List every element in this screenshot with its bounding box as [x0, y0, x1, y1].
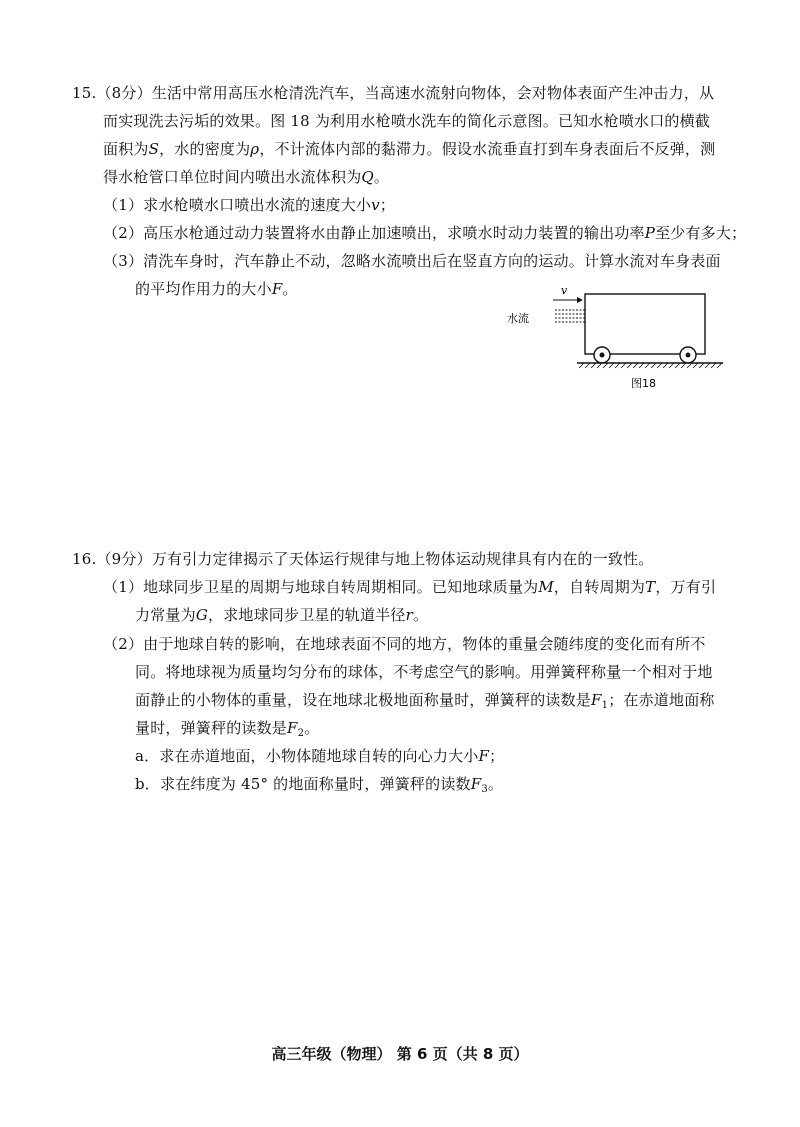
q16-p1-text-c: ，万有引 — [655, 578, 717, 596]
symbol-P: P — [644, 224, 656, 242]
part-text: 求水枪喷水口喷出水流的速度大小 — [143, 196, 372, 214]
q16-p2-text-4: 量时，弹簧秤的读数是 — [135, 719, 288, 737]
q15-text-3c: ，不计流体内部的黏滞力。假设水流垂直打到车身表面后不反弹，测 — [259, 140, 716, 158]
part-label: （1） — [103, 196, 144, 214]
symbol-F2-subscript: 2 — [297, 728, 305, 739]
q16-p2-text-4b: 。 — [304, 719, 320, 737]
q15-text-1: 生活中常用高压水枪清洗汽车，当高速水流射向物体，会对物体表面产生冲击力，从 — [151, 84, 715, 102]
q16-p2-b-end: 。 — [487, 775, 504, 793]
figure-caption: 图18 — [631, 377, 656, 390]
q16-p2-text-2: 同。将地球视为质量均匀分布的球体，不考虑空气的影响。用弹簧秤称量一个相对于地 — [135, 663, 713, 681]
q15-part-2 — [103, 223, 746, 243]
q16-p2-b — [135, 774, 503, 794]
symbol-F1: F — [591, 691, 602, 709]
part-label: （1） — [103, 578, 144, 596]
q16-intro: 万有引力定律揭示了天体运行规律与地上物体运动规律具有内在的一致性。 — [151, 550, 654, 568]
q16-p1-line-2 — [135, 605, 428, 625]
part-end: 。 — [282, 280, 298, 298]
q16-p2-line-2 — [135, 662, 713, 682]
q16-p2-a — [135, 746, 504, 766]
q16-p2-a-end: ； — [489, 747, 505, 765]
q15-text-3b: ，水的密度为 — [159, 140, 251, 158]
q15-line-3 — [103, 139, 715, 159]
arrow-head — [577, 297, 583, 303]
symbol-S: S — [148, 140, 160, 158]
symbol-M: M — [538, 578, 554, 596]
symbol-T: T — [645, 578, 656, 596]
q15-text-2: 而实现洗去污垢的效果。图 18 为利用水枪喷水洗车的简化示意图。已知水枪喷水口的横截 — [103, 112, 711, 130]
q16-p2-line-1 — [103, 634, 706, 654]
q15-part-3-cont — [135, 279, 298, 299]
part-end: ； — [379, 196, 396, 214]
page-footer: 高三年级（物理） 第 6 页（共 8 页） — [271, 1045, 529, 1063]
q16-p2-text-1: 由于地球自转的影响，在地球表面不同的地方，物体的重量会随纬度的变化而有所不 — [143, 635, 706, 653]
q16-p2-b-text: b．求在纬度为 45° 的地面称量时，弹簧秤的读数 — [135, 775, 471, 793]
q16-p1-text-b: ，自转周期为 — [553, 578, 646, 596]
q15-score: （8分） — [96, 84, 152, 102]
q16-p2-line-4 — [135, 718, 319, 738]
q16-p1-text-a: 地球同步卫星的周期与地球自转周期相同。已知地球质量为 — [143, 578, 539, 596]
q15-text-3a: 面积为 — [103, 140, 149, 158]
symbol-F3-subscript: 3 — [481, 784, 488, 795]
symbol-Q: Q — [361, 168, 374, 186]
q15-line-1 — [72, 83, 714, 103]
figure-18-car-diagram — [505, 280, 735, 400]
part-label: （2） — [103, 635, 144, 653]
symbol-F1-subscript: 1 — [601, 700, 609, 711]
ground-hatching — [579, 363, 722, 368]
q15-part-1 — [103, 195, 395, 215]
symbol-r: r — [405, 606, 413, 624]
symbol-F: F — [478, 747, 490, 765]
part-label: （2） — [103, 224, 144, 242]
q16-p1-text-d: 力常量为 — [135, 606, 196, 624]
part-end: 至少有多大； — [655, 224, 747, 242]
q15-line-2 — [103, 111, 710, 131]
part-text: 清洗车身时，汽车静止不动，忽略水流喷出后在竖直方向的运动。计算水流对车身表面 — [143, 252, 721, 270]
symbol-rho: ρ — [250, 140, 260, 158]
q15-text-4a: 得水枪管口单位时间内喷出水流体积为 — [103, 168, 362, 186]
symbol-F2: F — [287, 719, 298, 737]
q15-text-4b: 。 — [373, 168, 390, 186]
symbol-F3: F — [470, 775, 482, 793]
part-label: （3） — [103, 252, 144, 270]
symbol-F: F — [271, 280, 283, 298]
car-body — [585, 294, 705, 354]
symbol-v: v — [371, 196, 380, 214]
q16-p1-text-f: 。 — [412, 606, 429, 624]
q16-p2-line-3 — [135, 690, 715, 710]
water-label: 水流 — [507, 312, 529, 325]
q16-p1-line-1 — [103, 577, 716, 597]
q16-line-1 — [72, 549, 653, 569]
q16-p2-text-3b: ；在赤道地面称 — [608, 691, 715, 709]
part-text: 的平均作用力的大小 — [135, 280, 272, 298]
q15-number: 15. — [72, 84, 97, 102]
q16-number: 16. — [72, 550, 97, 568]
q16-score: （9分） — [96, 550, 152, 568]
q15-part-3 — [103, 251, 721, 271]
q16-p2-a-text: a．求在赤道地面，小物体随地球自转的向心力大小 — [135, 747, 479, 765]
q16-p1-text-e: ，求地球同步卫星的轨道半径 — [208, 606, 406, 624]
q16-p2-text-3: 面静止的小物体的重量，设在地球北极地面称量时，弹簧秤的读数是 — [135, 691, 592, 709]
q15-line-4 — [103, 167, 389, 187]
velocity-label: v — [561, 284, 568, 297]
symbol-G: G — [195, 606, 208, 624]
water-stream — [555, 310, 585, 322]
part-text: 高压水枪通过动力装置将水由静止加速喷出，求喷水时动力装置的输出功率 — [143, 224, 645, 242]
